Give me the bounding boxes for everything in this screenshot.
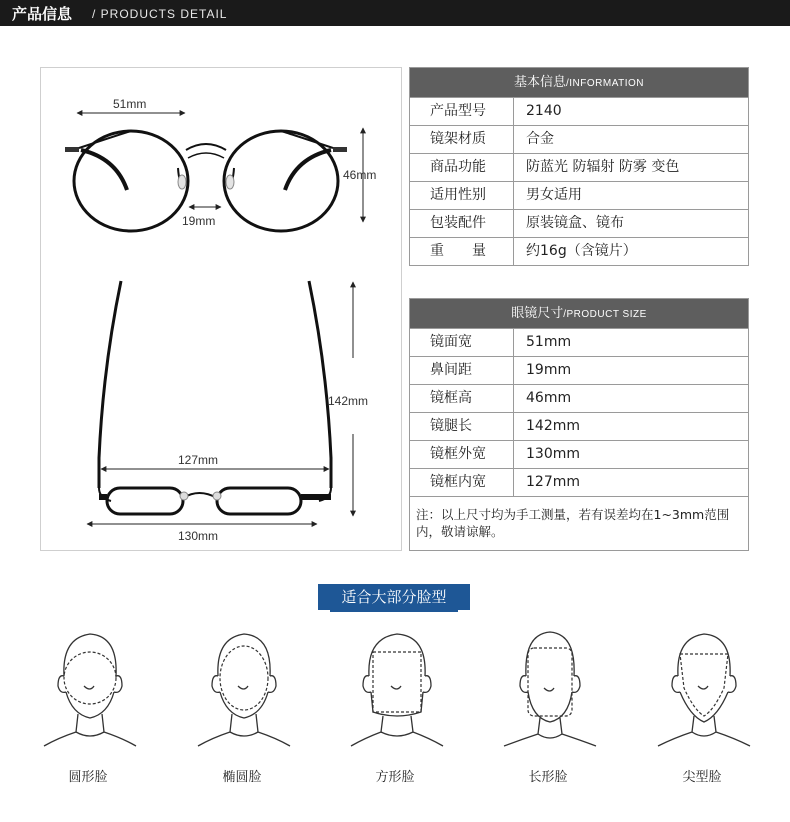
- temple-length-label: 142mm: [328, 394, 369, 408]
- size-table-header: [410, 299, 748, 328]
- pointed-face-icon: [652, 628, 752, 756]
- row-value: 2140: [526, 103, 562, 119]
- row-key: 镜面宽: [410, 329, 514, 356]
- table-row: [410, 412, 748, 440]
- banner-underline: [330, 610, 458, 612]
- glasses-drawing: [41, 68, 403, 552]
- table-row: [410, 209, 748, 237]
- row-key: 镜框外宽: [410, 441, 514, 468]
- row-value: 合金: [526, 131, 554, 147]
- lens-width-label: 51mm: [113, 97, 147, 111]
- long-face-icon: [498, 628, 598, 756]
- table-row: [410, 125, 748, 153]
- table-row: [410, 468, 748, 496]
- row-key: 适用性别: [410, 182, 514, 209]
- row-key: 产品型号: [410, 98, 514, 125]
- row-value: 原装镜盒、镜布: [526, 215, 624, 231]
- section-subtitle: / PRODUCTS DETAIL: [92, 7, 228, 21]
- row-value: 防蓝光 防辐射 防雾 变色: [526, 159, 680, 175]
- oval-face-icon: [192, 628, 292, 756]
- row-key: 鼻间距: [410, 357, 514, 384]
- bridge-label: 19mm: [182, 214, 216, 228]
- row-key: 镜架材质: [410, 126, 514, 153]
- row-key: 包装配件: [410, 210, 514, 237]
- size-table: [409, 298, 749, 551]
- table-row: [410, 356, 748, 384]
- measurement-note: 注：以上尺寸均为手工测量，若有误差均在1~3mm范围内，敬请谅解。: [410, 496, 748, 550]
- info-table-subtitle: /INFORMATION: [565, 78, 645, 89]
- info-table-title: 基本信息: [513, 75, 566, 90]
- glasses-diagram: [40, 67, 402, 551]
- row-value: 130mm: [526, 446, 580, 462]
- table-row: [410, 181, 748, 209]
- table-row: [410, 237, 748, 265]
- square-face-label: 方形脸: [375, 770, 415, 785]
- row-key: 镜框高: [410, 385, 514, 412]
- size-table-subtitle: /PRODUCT SIZE: [563, 309, 647, 320]
- info-table: [409, 67, 749, 266]
- section-header: [0, 0, 790, 26]
- row-key: 镜腿长: [410, 413, 514, 440]
- table-row: [410, 97, 748, 125]
- table-row: [410, 440, 748, 468]
- size-table-title: 眼镜尺寸: [511, 306, 564, 321]
- long-face-label: 长形脸: [528, 770, 568, 785]
- info-table-header: [410, 68, 748, 97]
- round-face-icon: [38, 628, 138, 756]
- row-value: 约16g（含镜片）: [526, 243, 637, 259]
- row-value: 142mm: [526, 418, 580, 434]
- table-row: [410, 153, 748, 181]
- row-value: 46mm: [526, 390, 572, 406]
- row-key: 重 量: [410, 238, 514, 265]
- row-value: 19mm: [526, 362, 572, 378]
- table-row: [410, 328, 748, 356]
- round-face-label: 圆形脸: [68, 770, 108, 785]
- section-title: 产品信息: [12, 5, 73, 23]
- row-value: 51mm: [526, 334, 572, 350]
- oval-face-label: 椭圆脸: [222, 770, 262, 785]
- pointed-face-label: 尖型脸: [682, 770, 722, 785]
- row-key: 镜框内宽: [410, 469, 514, 496]
- row-value: 男女适用: [526, 187, 582, 203]
- inner-width-label: 127mm: [178, 453, 219, 467]
- square-face-icon: [345, 628, 445, 756]
- table-row: [410, 384, 748, 412]
- lens-height-label: 46mm: [343, 168, 377, 182]
- face-shapes-banner: 适合大部分脸型: [318, 584, 470, 610]
- row-value: 127mm: [526, 474, 580, 490]
- top-view: [99, 281, 331, 514]
- row-key: 商品功能: [410, 154, 514, 181]
- outer-width-label: 130mm: [178, 529, 219, 543]
